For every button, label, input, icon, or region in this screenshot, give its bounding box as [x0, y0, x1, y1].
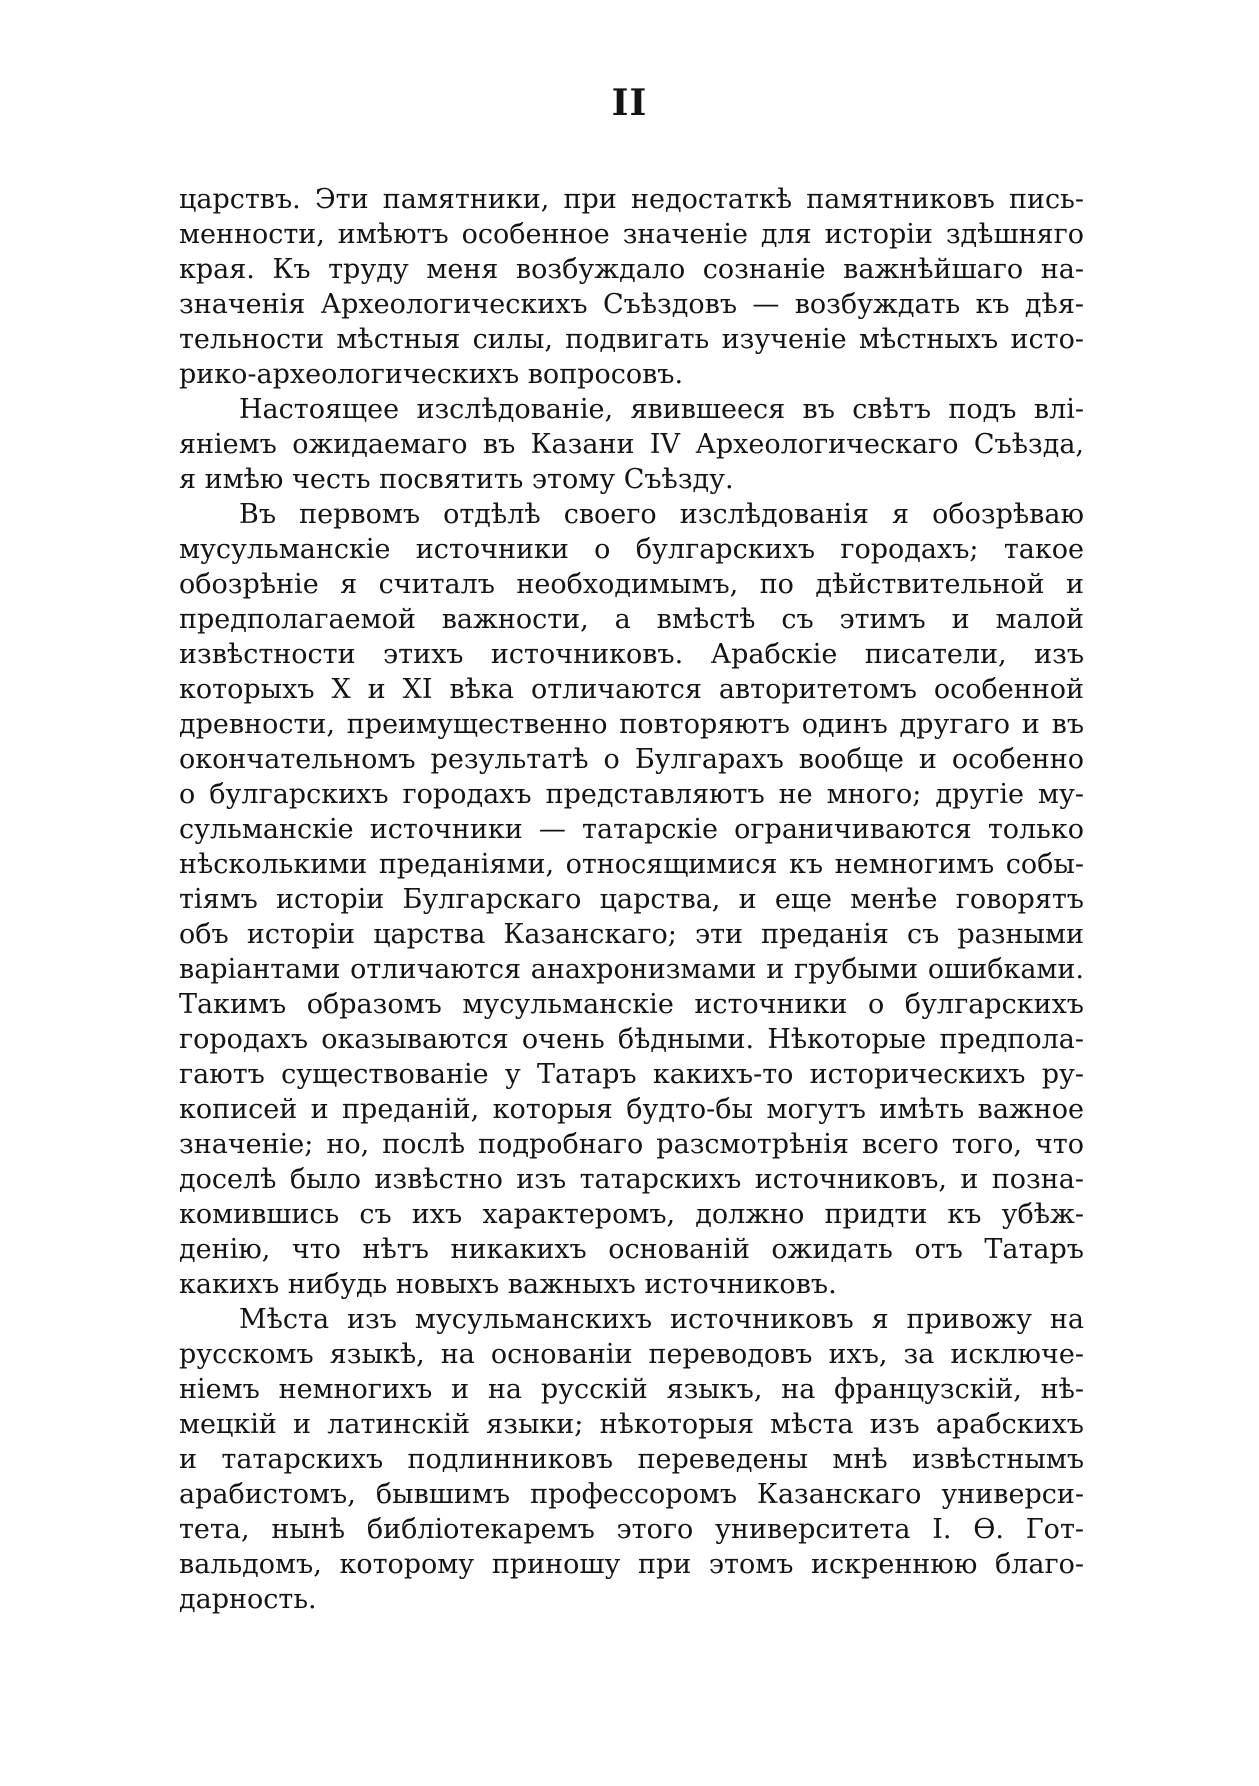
text-line: денію, что нѣтъ никакихъ основаній ожидать отъ Татаръ — [179, 1234, 1084, 1265]
text-line: комившись съ ихъ характеромъ, должно придти къ убѣж- — [179, 1199, 1084, 1230]
text-line: которыхъ X и XI вѣка отличаются авторитетомъ особенной — [179, 674, 1084, 705]
text-line: сульманскіе источники — татарскіе ограничиваются только — [179, 814, 1084, 845]
text-line: кописей и преданій, которыя будто-бы могутъ имѣть важное — [179, 1094, 1084, 1125]
page-number: II — [611, 82, 648, 124]
text-line: окончательномъ результатѣ о Булгарахъ вообще и особенно — [179, 744, 1084, 775]
text-line: я имѣю честь посвятить этому Съѣзду. — [179, 464, 734, 495]
text-line: предполагаемой важности, а вмѣстѣ съ этимъ и малой — [179, 604, 1084, 635]
text-line: Такимъ образомъ мусульманскіе источники о булгарскихъ — [179, 989, 1084, 1020]
text-line: мусульманскіе источники о булгарскихъ городахъ; такое — [179, 534, 1084, 565]
text-line: вальдомъ, которому приношу при этомъ искреннюю благо- — [179, 1549, 1084, 1580]
text-line: и татарскихъ подлинниковъ переведены мнѣ извѣстнымъ — [179, 1444, 1084, 1475]
text-line: нѣсколькими преданіями, относящимися къ немногимъ собы- — [179, 849, 1084, 880]
text-line: варіантами отличаются анахронизмами и грубыми ошибками. — [179, 954, 1084, 985]
text-line: о булгарскихъ городахъ представляютъ не много; другіе му- — [179, 779, 1084, 810]
text-line: какихъ нибудь новыхъ важныхъ источниковъ. — [179, 1269, 837, 1300]
text-line: русскомъ языкѣ, на основаніи переводовъ ихъ, за исключе- — [179, 1339, 1084, 1370]
text-line: дарность. — [179, 1584, 317, 1615]
text-line: доселѣ было извѣстно изъ татарскихъ источниковъ, и позна- — [179, 1164, 1084, 1195]
text-line: древности, преимущественно повторяютъ одинъ другаго и въ — [179, 709, 1084, 740]
text-line: Настоящее изслѣдованіе, явившееся въ свѣтъ подъ влі- — [239, 394, 1084, 425]
text-line: извѣстности этихъ источниковъ. Арабскіе писатели, изъ — [179, 639, 1084, 670]
text-line: яніемъ ожидаемаго въ Казани IV Археологическаго Съѣзда, — [179, 429, 1084, 460]
text-line: ніемъ немногихъ и на русскій языкъ, на французскій, нѣ- — [179, 1374, 1084, 1405]
text-line: арабистомъ, бывшимъ профессоромъ Казанскаго универси- — [179, 1479, 1084, 1510]
text-line: тета, нынѣ библіотекаремъ этого университета І. Ѳ. Гот- — [179, 1514, 1084, 1545]
body-text — [179, 182, 1084, 1617]
text-line: значеніе; но, послѣ подробнаго разсмотрѣнія всего того, что — [179, 1129, 1084, 1160]
text-line: края. Къ труду меня возбуждало сознаніе важнѣйшаго на- — [179, 254, 1084, 285]
text-line: тіямъ исторіи Булгарскаго царства, и еще менѣе говорятъ — [179, 884, 1084, 915]
text-line: тельности мѣстныя силы, подвигать изученіе мѣстныхъ исто- — [179, 324, 1084, 355]
text-line: рико-археологическихъ вопросовъ. — [179, 359, 684, 390]
text-line: объ исторіи царства Казанскаго; эти преданія съ разными — [179, 919, 1084, 950]
text-line: мецкій и латинскій языки; нѣкоторыя мѣста изъ арабскихъ — [179, 1409, 1084, 1440]
text-line: менности, имѣютъ особенное значеніе для исторіи здѣшняго — [179, 219, 1084, 250]
text-line: Мѣста изъ мусульманскихъ источниковъ я привожу на — [239, 1304, 1084, 1335]
text-line: обозрѣніе я считалъ необходимымъ, по дѣйствительной и — [179, 569, 1084, 600]
text-line: Въ первомъ отдѣлѣ своего изслѣдованія я обозрѣваю — [239, 499, 1084, 530]
text-line: значенія Археологическихъ Съѣздовъ — возбуждать къ дѣя- — [179, 289, 1084, 320]
text-line: царствъ. Эти памятники, при недостаткѣ памятниковъ пись- — [179, 184, 1084, 215]
text-line: гаютъ существованіе у Татаръ какихъ-то историческихъ ру- — [179, 1059, 1084, 1090]
text-line: городахъ оказываются очень бѣдными. Нѣкоторые предпола- — [179, 1024, 1084, 1055]
